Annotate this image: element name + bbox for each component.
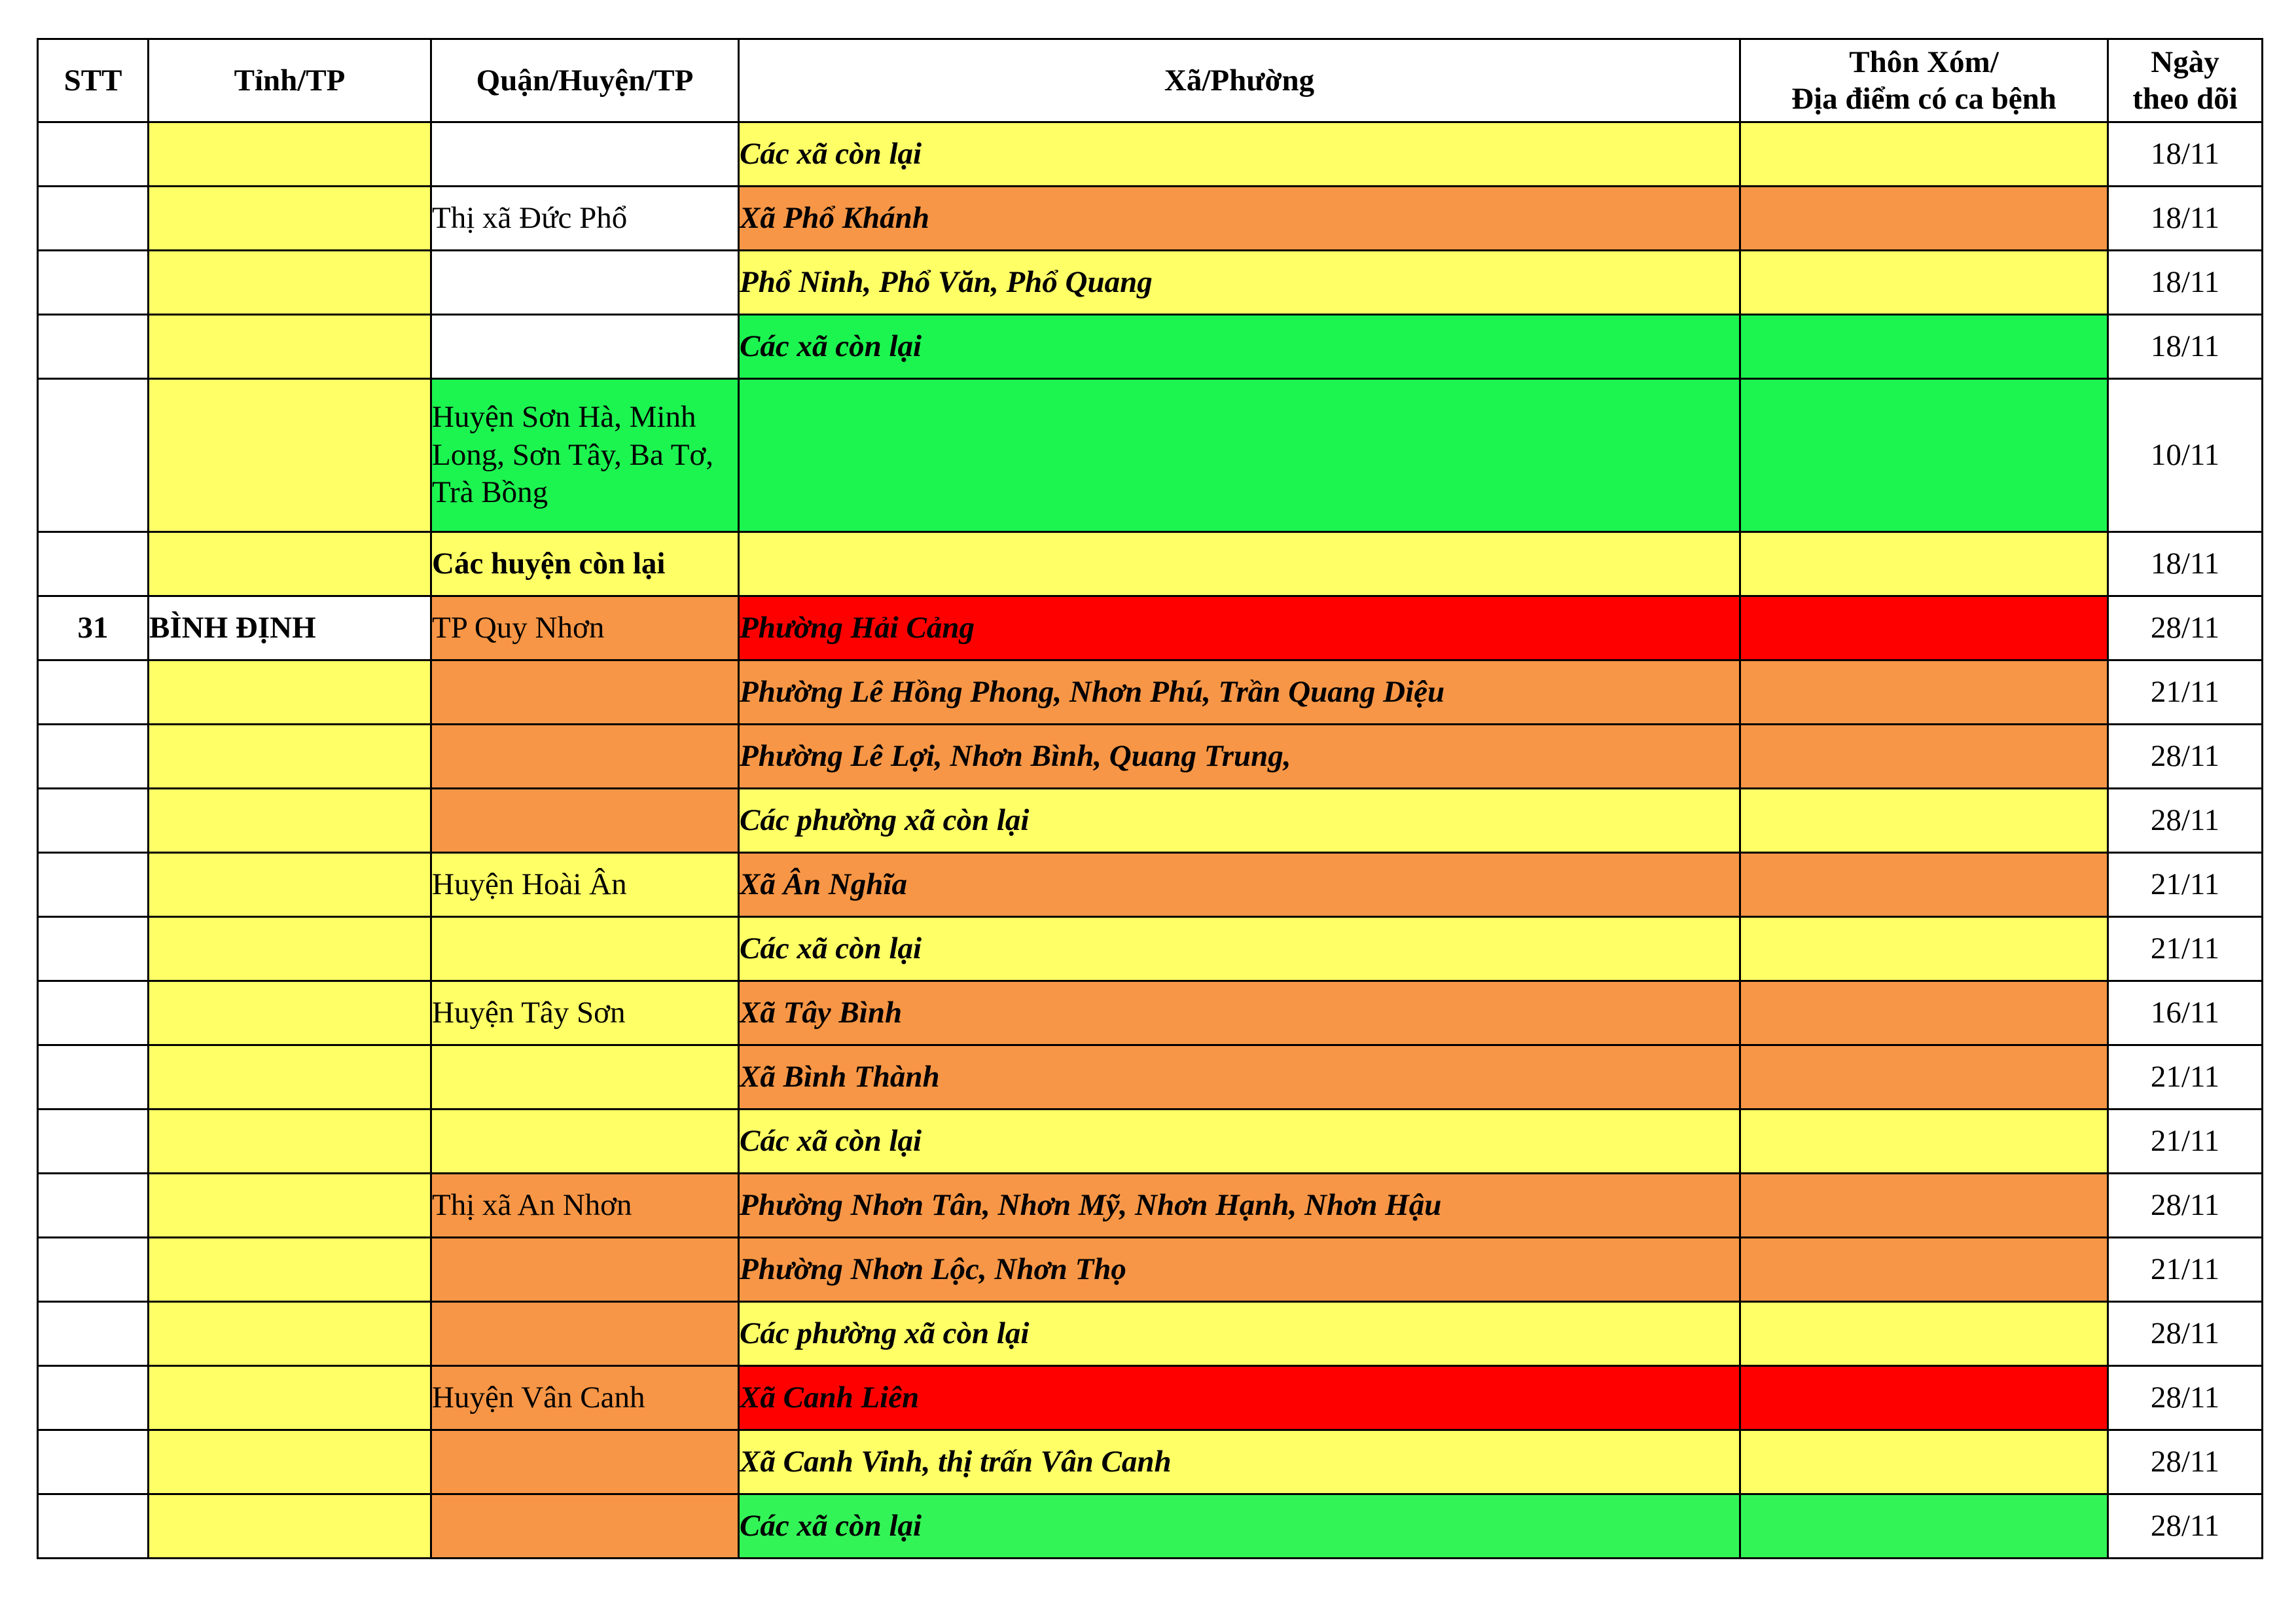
- cell-ward: Phường Lê Lợi, Nhơn Bình, Quang Trung,: [739, 725, 1740, 789]
- cell-village: [1740, 251, 2108, 315]
- table-row: [38, 725, 2263, 789]
- cell-province: [149, 1238, 431, 1302]
- table-row: [38, 122, 2263, 187]
- table-row: [38, 1174, 2263, 1238]
- cell-ward: Xã Canh Liên: [739, 1366, 1740, 1430]
- col-header-date-line1: Ngày: [2151, 45, 2219, 79]
- cell-ward: Xã Ân Nghĩa: [739, 853, 1740, 917]
- col-header-province: Tỉnh/TP: [149, 39, 431, 122]
- cell-district: Thị xã An Nhơn: [431, 1174, 739, 1238]
- cell-ward: Các xã còn lại: [739, 122, 1740, 187]
- cell-ward: Phường Nhơn Lộc, Nhơn Thọ: [739, 1238, 1740, 1302]
- table-row: [38, 789, 2263, 853]
- cell-village: [1740, 1110, 2108, 1174]
- cell-stt: [38, 1494, 149, 1559]
- col-header-village-line2: Địa điểm có ca bệnh: [1791, 82, 2056, 116]
- cell-date: 18/11: [2108, 251, 2263, 315]
- cell-date: 16/11: [2108, 981, 2263, 1045]
- table-row: [38, 532, 2263, 596]
- cell-province: [149, 379, 431, 532]
- table-row: [38, 981, 2263, 1045]
- cell-village: [1740, 532, 2108, 596]
- cell-stt: [38, 789, 149, 853]
- cell-village: [1740, 315, 2108, 379]
- table-row: [38, 596, 2263, 660]
- cell-stt: [38, 1045, 149, 1110]
- table-header-row: [38, 39, 2263, 122]
- cell-province: [149, 1366, 431, 1430]
- cell-village: [1740, 1238, 2108, 1302]
- cell-village: [1740, 853, 2108, 917]
- table-row: [38, 187, 2263, 251]
- cell-stt: [38, 187, 149, 251]
- cell-ward: Các xã còn lại: [739, 917, 1740, 981]
- cell-stt: [38, 1174, 149, 1238]
- cell-stt: [38, 315, 149, 379]
- cell-village: [1740, 596, 2108, 660]
- cell-district: Huyện Tây Sơn: [431, 981, 739, 1045]
- cell-date: 18/11: [2108, 315, 2263, 379]
- cell-date: 21/11: [2108, 1110, 2263, 1174]
- cell-ward: Xã Tây Bình: [739, 981, 1740, 1045]
- table-row: [38, 1430, 2263, 1494]
- cell-district: Thị xã Đức Phổ: [431, 187, 739, 251]
- cell-province: [149, 1110, 431, 1174]
- cell-province: [149, 1494, 431, 1559]
- cell-province: [149, 1045, 431, 1110]
- cell-date: 28/11: [2108, 1366, 2263, 1430]
- cell-village: [1740, 1045, 2108, 1110]
- cell-district: Huyện Vân Canh: [431, 1366, 739, 1430]
- cell-date: 28/11: [2108, 789, 2263, 853]
- col-header-district: Quận/Huyện/TP: [431, 39, 739, 122]
- cell-village: [1740, 917, 2108, 981]
- cell-district: Huyện Sơn Hà, Minh Long, Sơn Tây, Ba Tơ, Trà Bồng: [431, 379, 739, 532]
- cell-stt: [38, 379, 149, 532]
- cell-district: [431, 725, 739, 789]
- cell-district: [431, 1302, 739, 1366]
- table-row: [38, 379, 2263, 532]
- cell-ward: Phổ Ninh, Phổ Văn, Phổ Quang: [739, 251, 1740, 315]
- table-row: [38, 1045, 2263, 1110]
- cell-stt: [38, 981, 149, 1045]
- col-header-ward: Xã/Phường: [739, 39, 1740, 122]
- cell-stt: [38, 1110, 149, 1174]
- cell-district: [431, 122, 739, 187]
- cell-province: [149, 532, 431, 596]
- cell-district: [431, 1238, 739, 1302]
- col-header-stt: STT: [38, 39, 149, 122]
- col-header-village-line1: Thôn Xóm/: [1849, 45, 1999, 79]
- cell-district: TP Quy Nhơn: [431, 596, 739, 660]
- cell-district: [431, 251, 739, 315]
- cell-stt: [38, 853, 149, 917]
- cell-ward: Các xã còn lại: [739, 315, 1740, 379]
- cell-village: [1740, 379, 2108, 532]
- table-row: [38, 1302, 2263, 1366]
- table-row: [38, 853, 2263, 917]
- zone-table: [37, 38, 2263, 1559]
- table-row: [38, 660, 2263, 725]
- cell-village: [1740, 122, 2108, 187]
- cell-date: 28/11: [2108, 725, 2263, 789]
- cell-ward: [739, 379, 1740, 532]
- cell-district: [431, 1045, 739, 1110]
- cell-village: [1740, 981, 2108, 1045]
- cell-date: 21/11: [2108, 853, 2263, 917]
- table-row: [38, 1110, 2263, 1174]
- cell-date: 21/11: [2108, 660, 2263, 725]
- cell-province: [149, 315, 431, 379]
- cell-stt: [38, 122, 149, 187]
- cell-ward: Xã Bình Thành: [739, 1045, 1740, 1110]
- cell-village: [1740, 1430, 2108, 1494]
- cell-village: [1740, 187, 2108, 251]
- cell-district: [431, 1494, 739, 1559]
- cell-village: [1740, 660, 2108, 725]
- cell-date: 28/11: [2108, 596, 2263, 660]
- cell-date: 18/11: [2108, 122, 2263, 187]
- table-row: [38, 1494, 2263, 1559]
- cell-province: [149, 789, 431, 853]
- cell-ward: Các phường xã còn lại: [739, 789, 1740, 853]
- cell-province: [149, 917, 431, 981]
- cell-stt: [38, 660, 149, 725]
- table-row: [38, 1366, 2263, 1430]
- cell-district: [431, 315, 739, 379]
- cell-district: [431, 1430, 739, 1494]
- cell-village: [1740, 789, 2108, 853]
- cell-date: 21/11: [2108, 1045, 2263, 1110]
- cell-date: 21/11: [2108, 1238, 2263, 1302]
- cell-district: [431, 660, 739, 725]
- cell-ward: Phường Nhơn Tân, Nhơn Mỹ, Nhơn Hạnh, Nhơn Hậu: [739, 1174, 1740, 1238]
- cell-ward: Các phường xã còn lại: [739, 1302, 1740, 1366]
- cell-stt: [38, 1430, 149, 1494]
- cell-ward: Xã Phổ Khánh: [739, 187, 1740, 251]
- col-header-village: [1740, 39, 2108, 122]
- cell-date: 21/11: [2108, 917, 2263, 981]
- cell-village: [1740, 725, 2108, 789]
- cell-ward: Phường Hải Cảng: [739, 596, 1740, 660]
- cell-ward: [739, 532, 1740, 596]
- cell-province: [149, 725, 431, 789]
- cell-ward: Xã Canh Vinh, thị trấn Vân Canh: [739, 1430, 1740, 1494]
- cell-province: BÌNH ĐỊNH: [149, 596, 431, 660]
- cell-province: [149, 187, 431, 251]
- cell-stt: [38, 1238, 149, 1302]
- cell-village: [1740, 1494, 2108, 1559]
- cell-stt: [38, 1302, 149, 1366]
- cell-village: [1740, 1302, 2108, 1366]
- cell-district: [431, 917, 739, 981]
- cell-province: [149, 122, 431, 187]
- cell-village: [1740, 1366, 2108, 1430]
- cell-stt: [38, 725, 149, 789]
- cell-ward: Phường Lê Hồng Phong, Nhơn Phú, Trần Quang Diệu: [739, 660, 1740, 725]
- cell-stt: [38, 532, 149, 596]
- cell-province: [149, 660, 431, 725]
- table-row: [38, 251, 2263, 315]
- cell-date: 28/11: [2108, 1302, 2263, 1366]
- cell-province: [149, 251, 431, 315]
- cell-district: Các huyện còn lại: [431, 532, 739, 596]
- cell-district: [431, 1110, 739, 1174]
- cell-stt: [38, 1366, 149, 1430]
- cell-date: 28/11: [2108, 1430, 2263, 1494]
- cell-stt: 31: [38, 596, 149, 660]
- col-header-date-line2: theo dõi: [2132, 82, 2238, 116]
- cell-ward: Các xã còn lại: [739, 1110, 1740, 1174]
- cell-district: Huyện Hoài Ân: [431, 853, 739, 917]
- cell-date: 28/11: [2108, 1174, 2263, 1238]
- cell-province: [149, 853, 431, 917]
- cell-date: 28/11: [2108, 1494, 2263, 1559]
- table-row: [38, 917, 2263, 981]
- cell-ward: Các xã còn lại: [739, 1494, 1740, 1559]
- cell-date: 10/11: [2108, 379, 2263, 532]
- cell-stt: [38, 251, 149, 315]
- cell-district: [431, 789, 739, 853]
- table-row: [38, 315, 2263, 379]
- cell-date: 18/11: [2108, 532, 2263, 596]
- cell-province: [149, 1430, 431, 1494]
- cell-province: [149, 981, 431, 1045]
- col-header-date: [2108, 39, 2263, 122]
- cell-province: [149, 1302, 431, 1366]
- table-row: [38, 1238, 2263, 1302]
- cell-date: 18/11: [2108, 187, 2263, 251]
- cell-village: [1740, 1174, 2108, 1238]
- cell-stt: [38, 917, 149, 981]
- cell-province: [149, 1174, 431, 1238]
